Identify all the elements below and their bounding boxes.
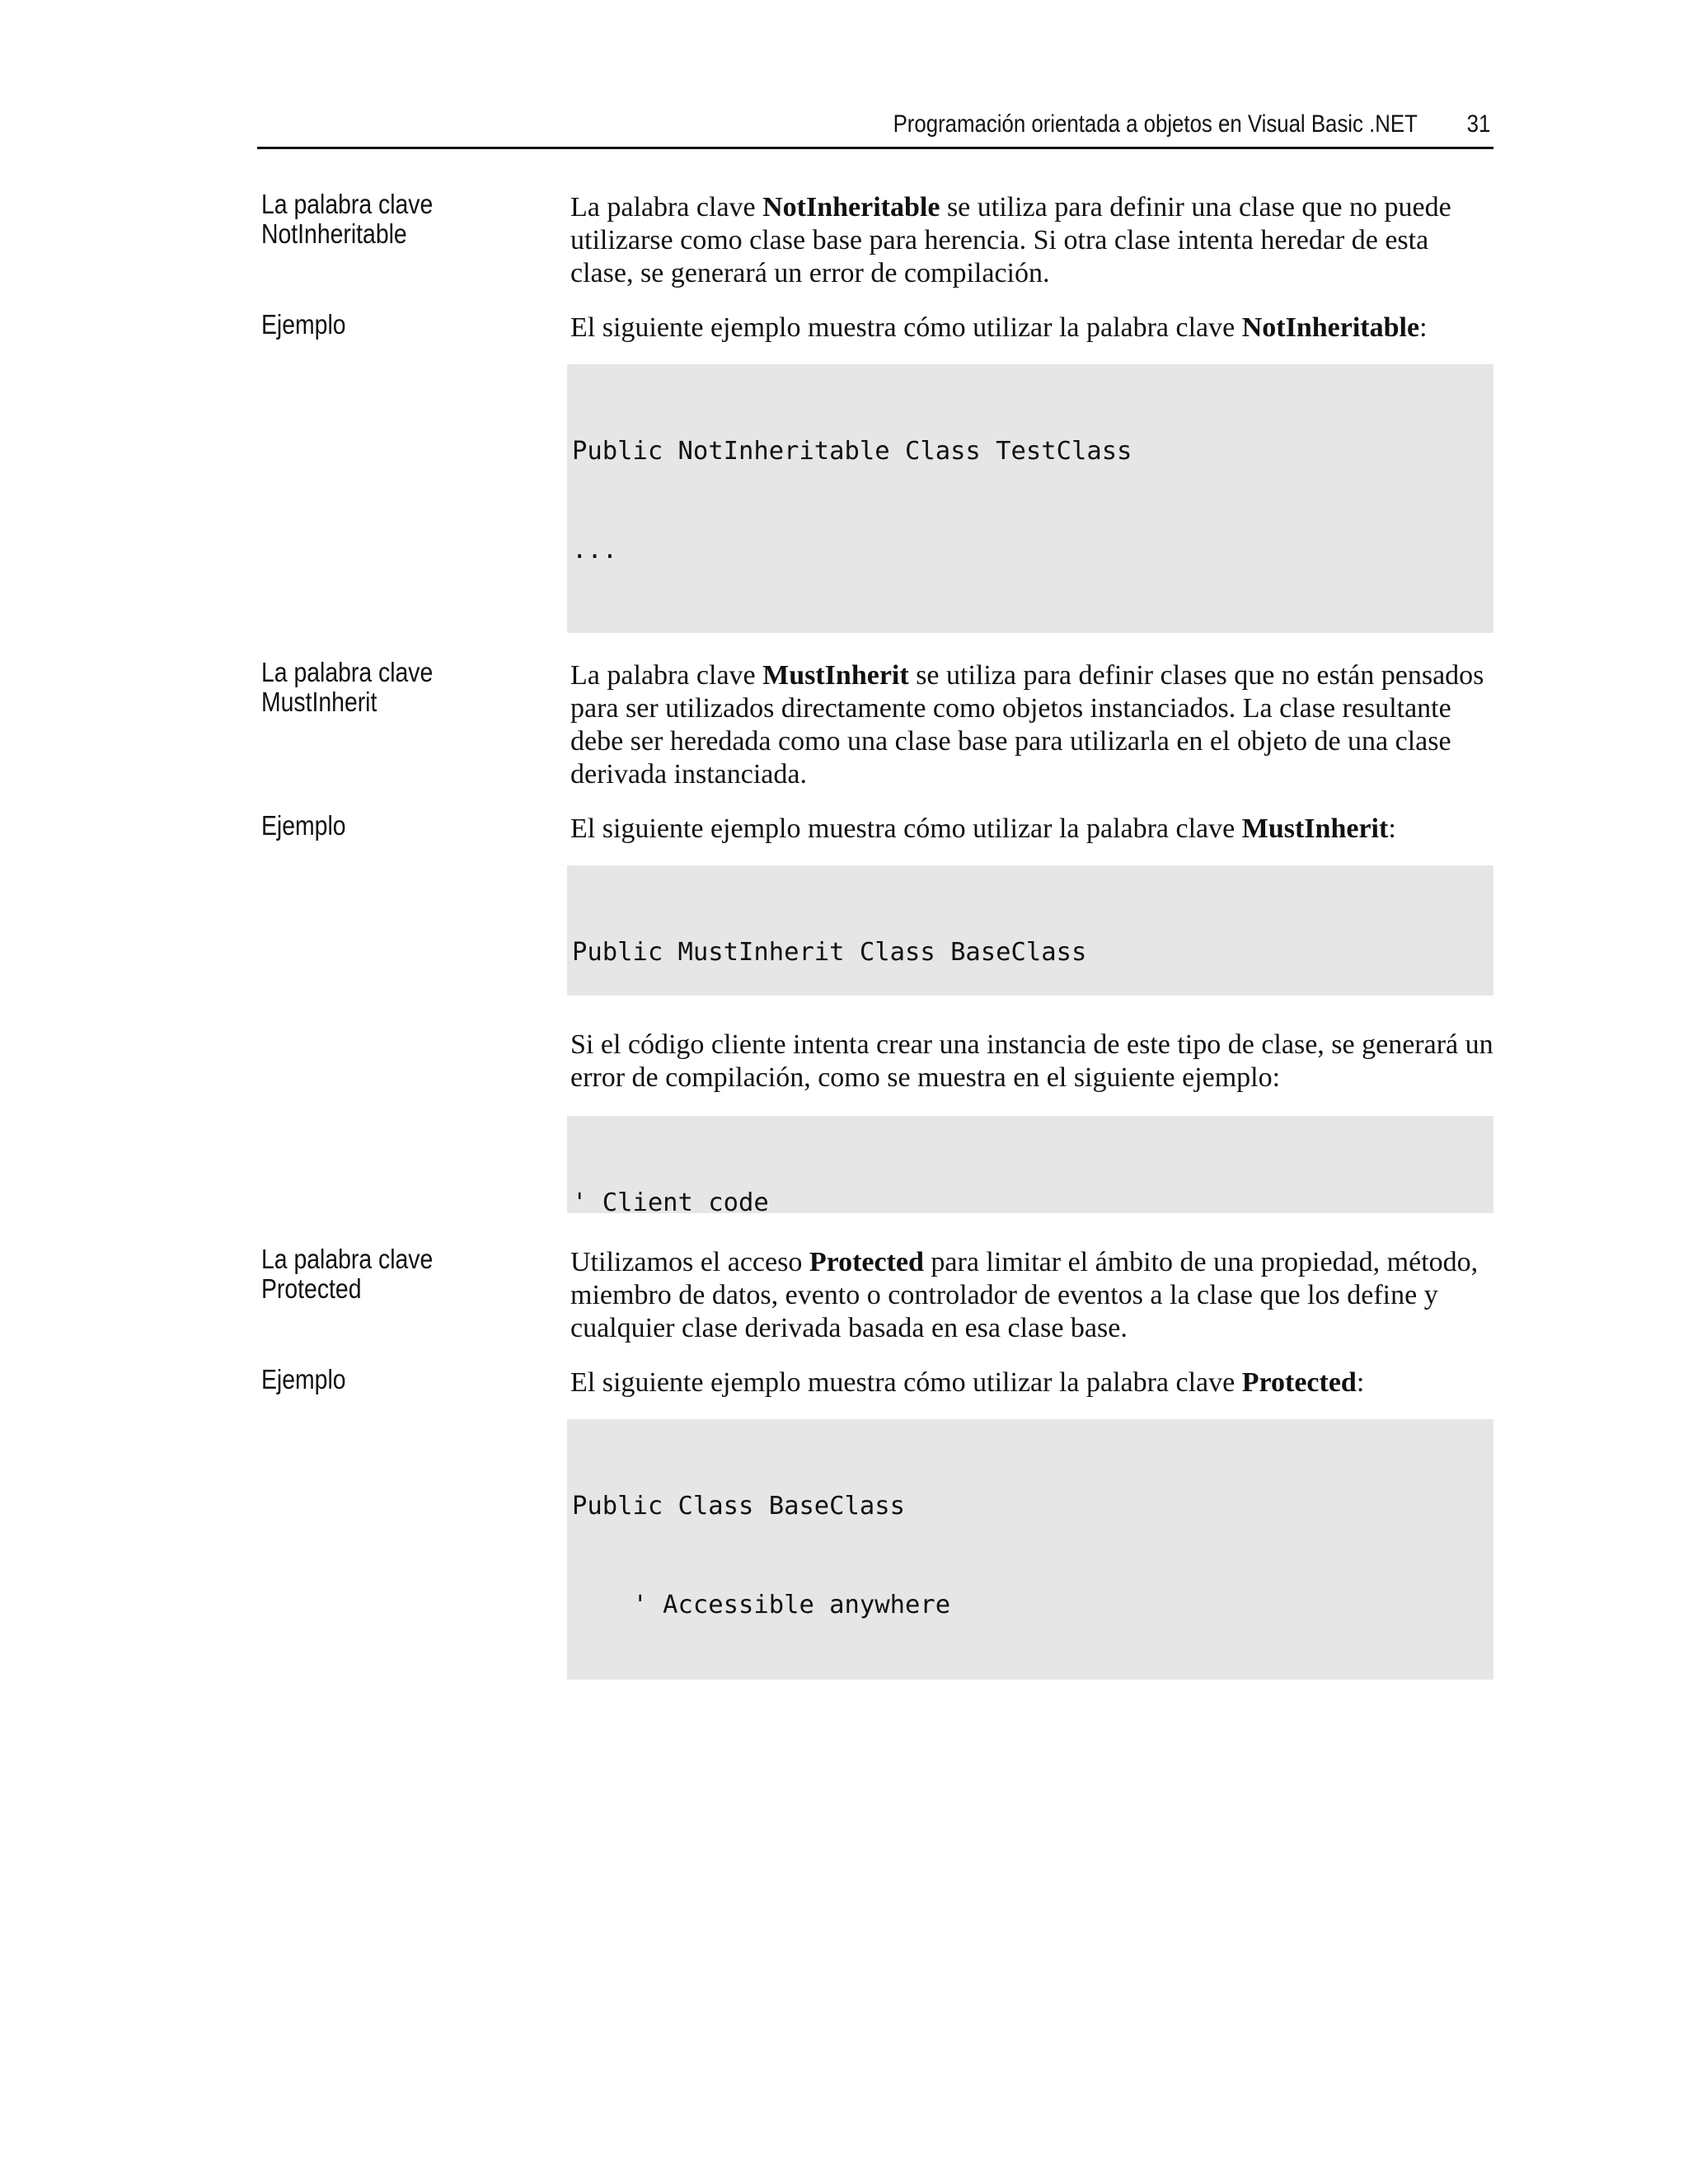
side-label-protected bbox=[261, 1244, 502, 1304]
header-title: Programación orientada a objetos en Visual Basic .NET bbox=[893, 110, 1418, 138]
page-header bbox=[257, 109, 1493, 149]
code-block-mustinherit bbox=[567, 865, 1493, 996]
code-line: Public Class BaseClass bbox=[572, 1492, 905, 1521]
code-line: Public MustInherit Class BaseClass bbox=[572, 938, 1087, 967]
code-line: ' Client code bbox=[572, 1188, 769, 1213]
side-label-line: Ejemplo bbox=[261, 810, 346, 841]
side-label-line: La palabra clave bbox=[261, 657, 434, 687]
code-block-client bbox=[567, 1116, 1493, 1213]
code-block-protected bbox=[567, 1419, 1493, 1680]
paragraph-protected: Utilizamos el acceso Protected para limitar el ámbito de una propiedad, método, miembro de datos, evento o controlador de eventos a la clase que los define y cualquier clase derivada basada en esa clase base. bbox=[570, 1247, 1479, 1343]
side-label-line: Ejemplo bbox=[261, 1364, 346, 1394]
paragraph-notinheritable: La palabra clave NotInheritable se utiliza para definir una clase que no puede utilizarse como clase base para herencia. Si otra clase intenta heredar de esta clase, se generará un error de compilación. bbox=[570, 192, 1451, 288]
side-label-ejemplo bbox=[261, 1365, 502, 1394]
page-number: 31 bbox=[1466, 110, 1490, 138]
side-label-line: Ejemplo bbox=[261, 309, 346, 340]
side-label-line: La palabra clave bbox=[261, 1244, 434, 1274]
side-label-ejemplo bbox=[261, 310, 502, 340]
keyword-bold: Protected bbox=[809, 1247, 924, 1277]
side-label-mustinherit bbox=[261, 658, 502, 717]
side-label-line: MustInherit bbox=[261, 687, 377, 717]
keyword-bold: NotInheritable bbox=[1241, 312, 1420, 343]
code-block-notinheritable bbox=[567, 364, 1493, 633]
paragraph-example-intro: El siguiente ejemplo muestra cómo utilizar la palabra clave NotInheritable: bbox=[570, 312, 1428, 343]
code-line: ... bbox=[572, 536, 618, 565]
paragraph-client-code: Si el código cliente intenta crear una instancia de este tipo de clase, se generará un error de compilación, como se muestra en el siguiente ejemplo: bbox=[570, 1029, 1493, 1093]
side-label-line: La palabra clave bbox=[261, 189, 434, 219]
side-label-notinheritable bbox=[261, 190, 502, 249]
code-line: Public NotInheritable Class TestClass bbox=[572, 437, 1132, 466]
side-label-line: Protected bbox=[261, 1273, 362, 1304]
keyword-bold: Protected bbox=[1241, 1367, 1357, 1398]
paragraph-example-intro: El siguiente ejemplo muestra cómo utilizar la palabra clave MustInherit: bbox=[570, 813, 1396, 844]
keyword-bold: MustInherit bbox=[762, 660, 909, 691]
paragraph-example-intro: El siguiente ejemplo muestra cómo utilizar la palabra clave Protected: bbox=[570, 1367, 1365, 1398]
side-label-line: NotInheritable bbox=[261, 218, 407, 249]
paragraph-mustinherit: La palabra clave MustInherit se utiliza para definir clases que no están pensados para ser utilizados directamente como objetos instanciados. La clase resultante debe ser heredada como una clase base para utilizarla en el objeto de una clase derivada instanciada. bbox=[570, 660, 1484, 790]
side-label-ejemplo bbox=[261, 811, 502, 841]
keyword-bold: NotInheritable bbox=[762, 192, 940, 223]
keyword-bold: MustInherit bbox=[1241, 813, 1389, 844]
code-line: ' Accessible anywhere bbox=[572, 1591, 951, 1619]
